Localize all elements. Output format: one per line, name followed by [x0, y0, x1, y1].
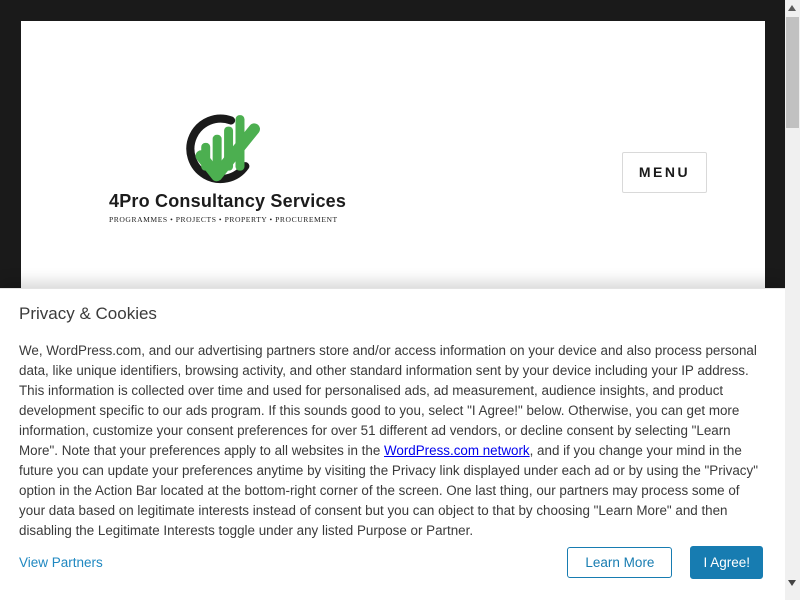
- view-partners-link[interactable]: View Partners: [19, 555, 103, 570]
- cookie-banner-body: [19, 341, 767, 541]
- learn-more-button[interactable]: Learn More: [567, 547, 672, 578]
- cookie-banner-title: Privacy & Cookies: [19, 304, 157, 323]
- logo-chart-checkmark-icon: [179, 107, 261, 187]
- i-agree-button[interactable]: I Agree!: [690, 546, 763, 579]
- cookie-body-text-after-link: , and if you change your mind in the future you can update your preferences anytime by visiting the Privacy link displayed under each ad or by using the "Privacy" option in the Action Bar located at the bottom-right corner of the screen. One last thing, our partners may process some of your data based on legitimate interests instead of consent but you can object to that by choosing "Learn More" and then disabling the Legitimate Interests toggle under any listed Purpose or Partner.: [19, 443, 758, 538]
- menu-button[interactable]: MENU: [622, 152, 707, 193]
- site-logo[interactable]: [109, 107, 347, 224]
- scrollbar-track[interactable]: [785, 0, 800, 600]
- wordpress-network-link[interactable]: WordPress.com network: [384, 443, 530, 458]
- cookie-consent-banner: [0, 288, 785, 600]
- cookie-button-row: [567, 546, 763, 579]
- scrollbar-down-arrow-icon[interactable]: [788, 580, 796, 586]
- scrollbar-thumb[interactable]: [786, 17, 799, 128]
- site-title: 4Pro Consultancy Services: [109, 191, 347, 211]
- site-tagline: PROGRAMMES • PROJECTS • PROPERTY • PROCUREMENT: [109, 215, 338, 224]
- cookie-banner-footer: [19, 546, 763, 579]
- cookie-body-text-before-link: We, WordPress.com, and our advertising partners store and/or access information on your device and also process personal data, like unique identifiers, browsing activity, and other standard information sent by your device including your IP address. This information is collected over time and used for personalised ads, ad measurement, audience insights, and product development specific to our ads program. If this sounds good to you, select "I Agree!" below. Otherwise, you can get more information, customize your consent preferences for over 51 different ad vendors, or decline consent by selecting "Learn More". Note that your preferences apply to all websites in the: [19, 343, 757, 458]
- scrollbar-up-arrow-icon[interactable]: [788, 5, 796, 11]
